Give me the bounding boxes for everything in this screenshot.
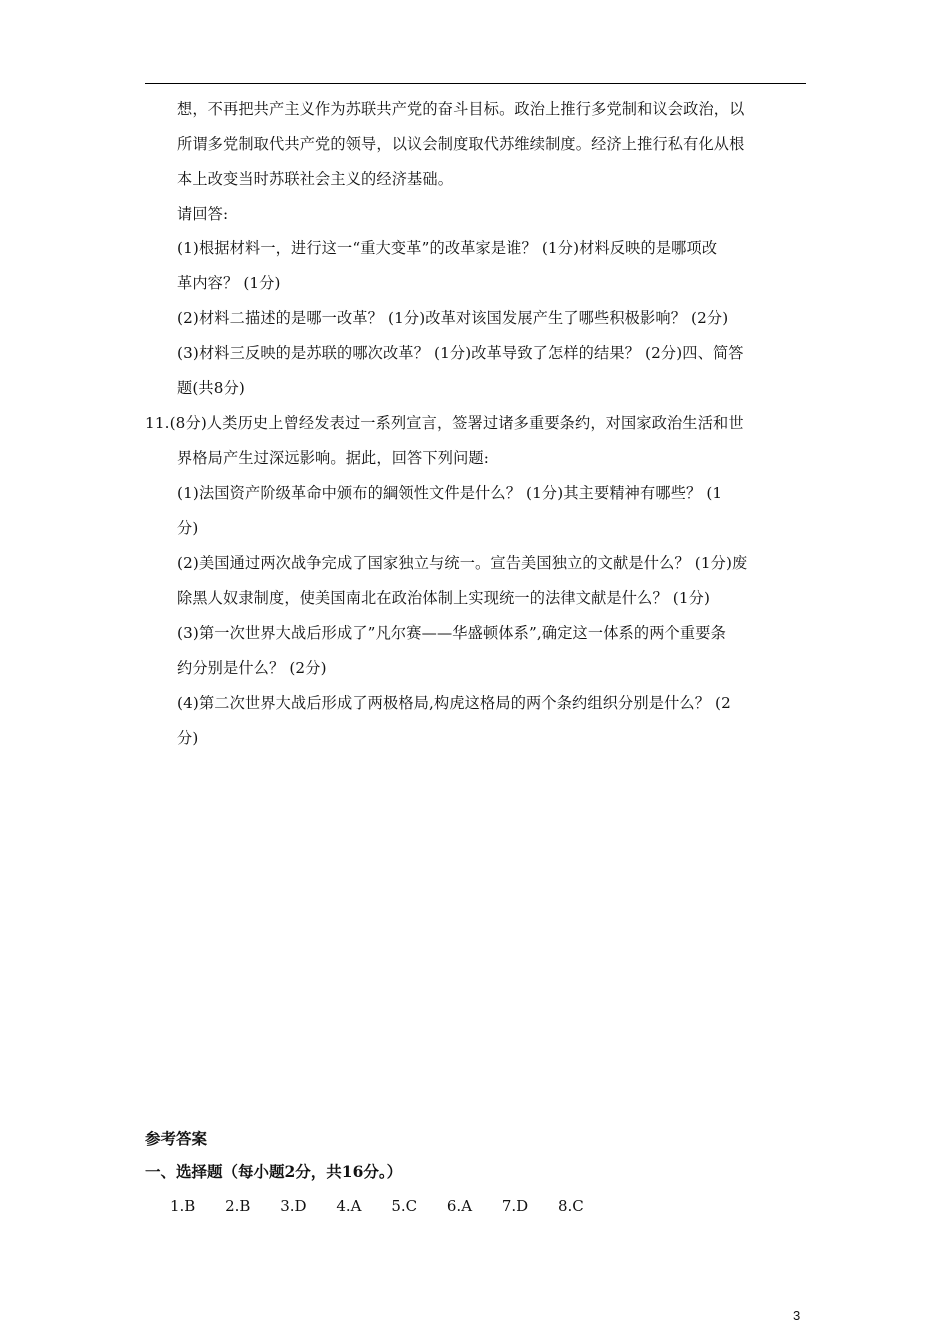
text-line: 分) — [177, 519, 199, 537]
text-line: 革内容？ (1分) — [177, 274, 281, 292]
answer-item: 7.D — [501, 1197, 529, 1215]
question-11-2: (2)美国通过两次战争完成了国家独立与统一。宣告美国独立的文献是什么？ (1分)废 — [177, 554, 748, 572]
answer-list — [170, 1197, 609, 1215]
answers-section-heading: 一、选择题（每小题2分，共16分。） — [145, 1162, 403, 1181]
question-3: (3)材料三反映的是苏联的哪次改革？ (1分)改革导致了怎样的结果？ (2分)四、简答 — [177, 344, 744, 362]
answer-item: 1.B — [170, 1197, 196, 1215]
question-11: 11.(8分)人类历史上曾经发表过一系列宣言，签署过诸多重要条约，对国家政治生活和世 — [145, 414, 744, 432]
text-line: 分) — [177, 729, 199, 747]
question-11-4: (4)第二次世界大战后形成了两极格局,构虎这格局的两个条约组织分别是什么？ (2 — [177, 694, 731, 712]
text-line: 界格局产生过深远影响。据此，回答下列问题: — [177, 449, 490, 467]
text-line: 题(共8分) — [177, 379, 245, 397]
page-number: 3 — [793, 1308, 801, 1323]
answer-item: 5.C — [391, 1197, 418, 1215]
text-line: 约分别是什么？ (2分) — [177, 659, 327, 677]
answer-item: 8.C — [557, 1197, 584, 1215]
question-1: (1)根据材料一，进行这一“重大变革”的改革家是谁？ (1分)材料反映的是哪项改 — [177, 239, 718, 257]
answer-item: 2.B — [225, 1197, 251, 1215]
answer-item: 3.D — [280, 1197, 307, 1215]
question-2: (2)材料二描述的是哪一改革？ (1分)改革对该国发展产生了哪些积极影响？ (2分) — [177, 309, 729, 327]
text-line: 除黑人奴隶制度，使美国南北在政治体制上实现统一的法律文献是什么？ (1分) — [177, 589, 711, 607]
text-line: 想，不再把共产主义作为苏联共产党的奋斗目标。政治上推行多党制和议会政治，以 — [177, 100, 745, 118]
answers-title: 参考答案 — [145, 1129, 208, 1148]
header-rule — [145, 83, 806, 84]
answer-item: 6.A — [446, 1197, 473, 1215]
question-11-1: (1)法国资产阶级革命中颁布的綱领性文件是什么？ (1分)其主要精神有哪些？ (1 — [177, 484, 723, 502]
answer-item: 4.A — [336, 1197, 362, 1215]
text-line: 所谓多党制取代共产党的领导，以议会制度取代苏维续制度。经济上推行私有化从根 — [177, 135, 745, 153]
text-line: 本上改变当时苏联社会主义的经济基础。 — [177, 170, 454, 188]
question-11-3: (3)第一次世界大战后形成了”凡尔赛——华盛顿体系”,确定这一体系的两个重要条 — [177, 624, 726, 642]
text-line: 请回答: — [177, 205, 229, 223]
